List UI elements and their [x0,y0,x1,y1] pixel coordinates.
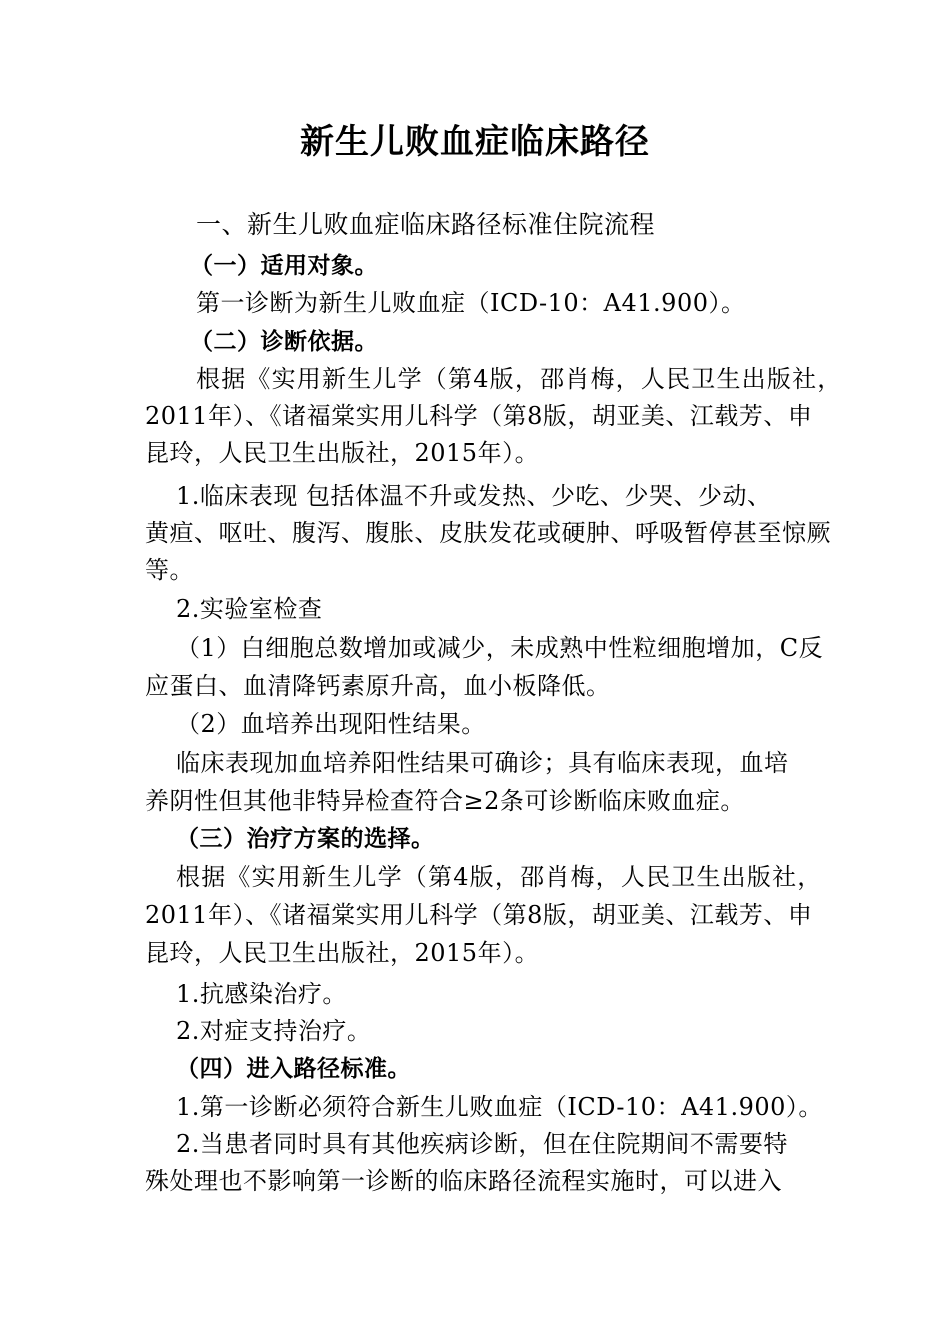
paragraph-line: 应蛋白、血清降钙素原升高，血小板降低。 [145,672,611,700]
paragraph-line: 昆玲，人民卫生出版社，2015年）。 [145,939,540,967]
subsection-heading-entry-criteria: （四）进入路径标准。 [176,1056,411,1082]
paragraph-line: 2011年）、《诸福棠实用儿科学（第8版，胡亚美、江载芳、申 [145,901,813,929]
paragraph-line: 昆玲，人民卫生出版社，2015年）。 [145,439,540,467]
list-item: 2.对症支持治疗。 [176,1017,372,1045]
paragraph-line: 等。 [145,556,194,584]
paragraph-line: （2）血培养出现阳性结果。 [176,710,486,738]
paragraph-line: 殊处理也不影响第一诊断的临床路径流程实施时，可以进入 [145,1167,782,1195]
applicable-subjects-text: 第一诊断为新生儿败血症（ICD-10：A41.900）。 [196,289,746,317]
document-title: 新生儿败血症临床路径 [300,122,650,162]
paragraph-line: 1.临床表现 包括体温不升或发热、少吃、少哭、少动、 [176,482,772,510]
subsection-heading-applicable-subjects: （一）适用对象。 [190,253,378,279]
paragraph-line: 黄疸、呕吐、腹泻、腹胀、皮肤发花或硬肿、呼吸暂停甚至惊厥 [145,519,831,547]
subsection-heading-treatment-plan: （三）治疗方案的选择。 [176,826,435,852]
paragraph-line: 临床表现加血培养阳性结果可确诊；具有临床表现，血培 [176,749,789,777]
paragraph-line: 2011年）、《诸福棠实用儿科学（第8版，胡亚美、江载芳、申 [145,402,813,430]
paragraph-line: 养阴性但其他非特异检查符合≥2条可诊断临床败血症。 [145,787,745,815]
list-item: 1.第一诊断必须符合新生儿败血症（ICD-10：A41.900）。 [176,1093,823,1121]
section-heading: 一、新生儿败血症临床路径标准住院流程 [196,210,656,239]
paragraph-line: 根据《实用新生儿学（第4版，邵肖梅，人民卫生出版社， [176,863,823,891]
subsection-heading-diagnosis-basis: （二）诊断依据。 [190,329,378,355]
paragraph-line: 根据《实用新生儿学（第4版，邵肖梅，人民卫生出版社， [196,365,843,393]
paragraph-line: （1）白细胞总数增加或减少，未成熟中性粒细胞增加，C反 [176,634,824,662]
lab-heading: 2.实验室检查 [176,595,323,623]
paragraph-line: 2.当患者同时具有其他疾病诊断，但在住院期间不需要特 [176,1130,788,1158]
list-item: 1.抗感染治疗。 [176,980,347,1008]
